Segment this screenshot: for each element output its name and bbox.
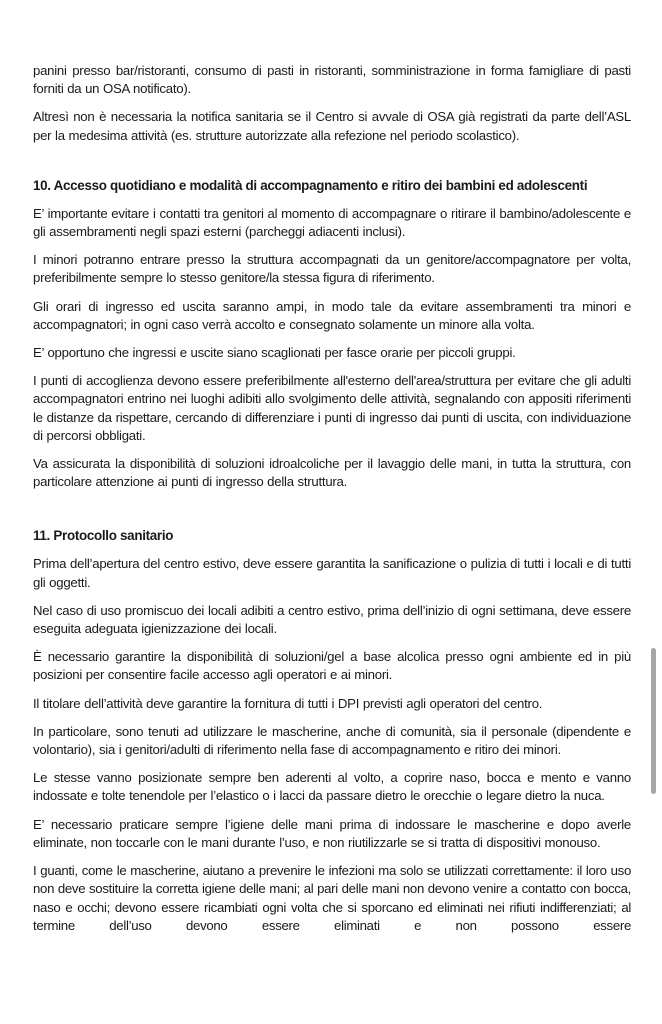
section-10-paragraph-3: Gli orari di ingresso ed uscita saranno ampi, in modo tale da evitare assembramenti tra minori e accompagnatori; in ogni caso verrà accolto e consegnato solamente un minore alla volta. (33, 298, 631, 332)
section-heading-10: 10. Accesso quotidiano e modalità di accompagnamento e ritiro dei bambini ed adolescenti (33, 177, 588, 193)
section-10-paragraph-5: I punti di accoglienza devono essere preferibilmente all'esterno dell'area/struttura per evitare che gli adulti accompagnatori entrino nei luoghi adibiti allo svolgimento delle attività, segnalando con appositi riferimenti le distanze da rispettare, cercando di differenziare i punti di ingresso dai punti di uscita, con individuazione di percorsi obbligati. (33, 373, 631, 443)
section-10-paragraph-1: E’ importante evitare i contatti tra genitori al momento di accompagnare o ritirare il bambino/adolescente e gli assembramenti negli spazi esterni (parcheggi adiacenti inclusi). (33, 205, 631, 240)
document-page (33, 62, 631, 945)
section-10-access (33, 177, 631, 492)
section-spacer (33, 501, 631, 527)
section-10-paragraph-4: E’ opportuno che ingressi e uscite siano scaglionati per fasce orarie per piccoli gruppi. (33, 345, 516, 361)
section-11-paragraph-6: Le stesse vanno posizionate sempre ben aderenti al volto, a coprire naso, bocca e mento e vanno indossate e tolte tenendole per l’elastico o i lacci da passare dietro le orecchie o legare dietro la nuca. (33, 770, 631, 804)
section-11-paragraph-2: Nel caso di uso promiscuo dei locali adibiti a centro estivo, prima dell’inizio di ogni settimana, deve essere eseguita adeguata igienizzazione dei locali. (33, 602, 631, 637)
section-11-paragraph-5: In particolare, sono tenuti ad utilizzare le mascherine, anche di comunità, sia il personale (dipendente e volontario), sia i genitori/adulti di riferimento nella fase di accompagnamento e ritiro dei minori. (33, 723, 631, 758)
section-10-paragraph-6: Va assicurata la disponibilità di soluzioni idroalcoliche per il lavaggio delle mani, in tutta la struttura, con particolare attenzione ai punti di ingresso della struttura. (33, 456, 631, 490)
section-11-paragraph-1: Prima dell’apertura del centro estivo, deve essere garantita la sanificazione o pulizia di tutti i locali e di tutti gli oggetti. (33, 556, 631, 590)
section-11-paragraph-7: E’ necessario praticare sempre l’igiene delle mani prima di indossare le mascherine e dopo averle eliminate, non toccarle con le mani durante l’uso, e non riutilizzarle se si tratta di dispositivi monouso. (33, 816, 631, 850)
vertical-scrollbar-thumb[interactable] (651, 648, 656, 794)
section-spacer (33, 155, 631, 177)
intro-paragraph-1: panini presso bar/ristoranti, consumo di pasti in ristoranti, somministrazione in forma famigliare di pasti forniti da un OSA notificato). (33, 63, 631, 97)
intro-paragraph-2: Altresì non è necessaria la notifica sanitaria se il Centro si avvale di OSA già registrati da parte dell’ASL per la medesima attività (es. strutture autorizzate alla refezione nel periodo scolastico). (33, 109, 631, 143)
section-heading-11: 11. Protocollo sanitario (33, 528, 174, 544)
section-11-paragraph-3: È necessario garantire la disponibilità di soluzioni/gel a base alcolica presso ogni ambiente ed in più posizioni per consentire facile accesso agli operatori e ai minori. (33, 649, 631, 683)
section-11-paragraph-4: Il titolare dell’attività deve garantire la fornitura di tutti i DPI previsti agli operatori del centro. (33, 695, 543, 711)
section-10-paragraph-2: I minori potranno entrare presso la struttura accompagnati da un genitore/accompagnatore per volta, preferibilmente sempre lo stesso genitore/la stessa figura di riferimento. (33, 252, 631, 286)
section-11-paragraph-8: I guanti, come le mascherine, aiutano a prevenire le infezioni ma solo se utilizzati correttamente: il loro uso non deve sostituire la corretta igiene delle mani; al pari delle mani non devono venire a contatto con bocca, naso e occhi; devono essere ricambiati ogni volta che si sporcano ed eliminati nei rifiuti indifferenziati; al termine dell’uso devono essere eliminati e non possono essere (33, 863, 631, 933)
section-11-health-protocol (33, 527, 631, 934)
